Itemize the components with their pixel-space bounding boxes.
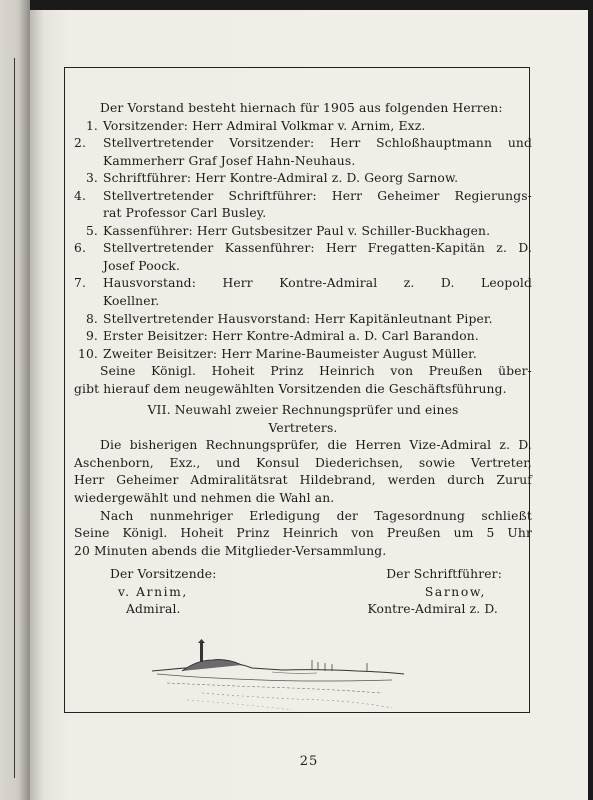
paragraph-auditors: [74, 437, 532, 507]
board-member-line: [74, 188, 532, 206]
adjacent-page-frame: [0, 58, 15, 778]
member-text: Schriftführer: Herr Kontre-Admiral z. D. Georg Sarnow.: [103, 171, 459, 186]
member-text: Kassenführer: Herr Gutsbesitzer Paul v. Schiller-Buckhagen.: [103, 223, 491, 238]
board-member-line: [74, 135, 532, 153]
board-member-line: [74, 205, 532, 223]
signature-ranks: [74, 601, 532, 619]
secretary-name: Sarnow,: [424, 584, 486, 599]
member-text: Kammerherr Graf Josef Hahn-Neuhaus.: [103, 153, 356, 168]
member-text: Erster Beisitzer: Herr Kontre-Admiral a. D. Carl Barandon.: [103, 329, 479, 344]
para2-line: Die bisherigen Rechnungsprüfer, die Herren Vize-Admiral z. D.: [100, 438, 532, 453]
member-number: 7.: [74, 276, 87, 291]
para2-line: Herr Geheimer Admiralitätsrat Hildebrand, werden durch Zuruf: [74, 473, 532, 488]
board-member-line: [74, 170, 532, 188]
member-text: Zweiter Beisitzer: Herr Marine-Baumeister August Müller.: [103, 346, 477, 361]
board-member-line: [74, 258, 532, 276]
coastal-landscape-vignette: [142, 638, 412, 713]
para3-line: Seine Königl. Hoheit Prinz Heinrich von Preußen um 5 Uhr: [74, 526, 532, 541]
section-heading-line-2: Vertreters.: [268, 420, 338, 435]
adjacent-page-edge: [0, 0, 30, 800]
para2-line: wiedergewählt und nehmen die Wahl an.: [74, 491, 335, 506]
member-text: Josef Poock.: [103, 258, 181, 273]
member-number: 8.: [85, 311, 98, 326]
member-number: 3.: [85, 171, 98, 186]
book-page: [30, 10, 588, 800]
secretary-rank: Kontre-Admiral z. D.: [367, 602, 498, 617]
para3-line: Nach nunmehriger Erledigung der Tagesordnung schließt: [100, 508, 532, 523]
chair-name: v. Arnim,: [118, 584, 188, 599]
para2-line: Aschenborn, Exz., und Konsul Diederichsen, sowie Vertreter,: [74, 455, 532, 470]
chair-rank: Admiral.: [126, 602, 181, 617]
member-text: Stellvertretender Vorsitzender: Herr Schloßhauptmann und: [103, 136, 532, 151]
board-member-line: [74, 293, 532, 311]
member-number: 10.: [77, 346, 98, 361]
chair-title: Der Vorsitzende:: [110, 567, 217, 582]
para1-line: Seine Königl. Hoheit Prinz Heinrich von Preußen über-: [100, 364, 532, 379]
member-text: rat Professor Carl Busley.: [103, 206, 267, 221]
board-member-line: [74, 118, 532, 136]
board-member-line: [74, 346, 532, 364]
member-number: 9.: [85, 329, 98, 344]
secretary-title: Der Schriftführer:: [386, 567, 502, 582]
section-heading: [74, 402, 532, 435]
para3-line: 20 Minuten abends die Mitglieder-Versammlung.: [74, 543, 387, 558]
board-member-list: [74, 118, 532, 364]
member-number: 5.: [85, 223, 98, 238]
signature-titles: [74, 566, 532, 584]
member-text: Vorsitzender: Herr Admiral Volkmar v. Arnim, Exz.: [103, 118, 426, 133]
board-member-line: [74, 223, 532, 241]
board-member-line: [74, 311, 532, 329]
member-number: 1.: [85, 118, 98, 133]
paragraph-closing: [74, 508, 532, 561]
member-number: 6.: [74, 241, 87, 256]
board-member-line: [74, 275, 532, 293]
intro-line: Der Vorstand besteht hiernach für 1905 aus folgenden Herren:: [100, 101, 503, 115]
section-heading-line-1: VII. Neuwahl zweier Rechnungsprüfer und eines: [147, 403, 459, 418]
member-number: 4.: [74, 188, 87, 203]
board-member-line: [74, 328, 532, 346]
page-text: [74, 100, 532, 619]
member-number: 2.: [74, 136, 87, 151]
page-number: 25: [299, 754, 319, 769]
board-member-line: [74, 153, 532, 171]
member-text: Hausvorstand: Herr Kontre-Admiral z. D. Leopold: [103, 276, 532, 291]
member-text: Koellner.: [103, 294, 160, 309]
para1-line: gibt hierauf dem neugewählten Vorsitzenden die Geschäftsführung.: [74, 381, 507, 396]
board-member-line: [74, 240, 532, 258]
member-text: Stellvertretender Schriftführer: Herr Geheimer Regierungs-: [103, 188, 532, 203]
paragraph-handover: [74, 363, 532, 398]
member-text: Stellvertretender Hausvorstand: Herr Kapitänleutnant Piper.: [103, 311, 493, 326]
member-text: Stellvertretender Kassenführer: Herr Fregatten-Kapitän z. D.: [103, 241, 532, 256]
signature-names: [74, 584, 532, 602]
